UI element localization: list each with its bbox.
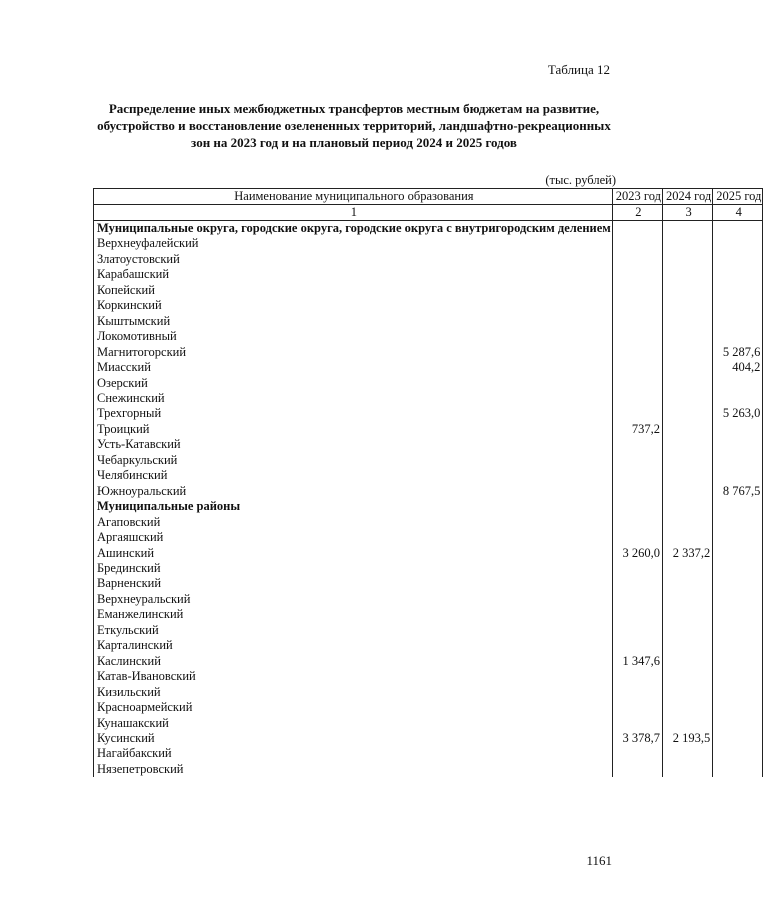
table-label: Таблица 12 (547, 62, 610, 77)
table-row (94, 669, 763, 684)
cell-value-2024 (663, 499, 713, 514)
cell-value-2023 (612, 716, 662, 731)
table-row (94, 623, 763, 638)
cell-municipality-name: Златоустовский (94, 252, 613, 267)
page-number: 1161 (586, 853, 612, 868)
column-number: 3 (663, 205, 713, 221)
cell-value-2023: 737,2 (612, 422, 662, 437)
cell-value-2023 (612, 685, 662, 700)
cell-value-2024 (663, 376, 713, 391)
cell-municipality-name: Карабашский (94, 267, 613, 282)
cell-value-2024 (663, 453, 713, 468)
document-title: Распределение иных межбюджетных трансфертов местным бюджетам на развитие, обустройство и восстановление озелененных территорий, ландшафтно-рекреационных зон на 2023 год и на плановый период 2024 и 2025 годов (97, 101, 611, 150)
cell-value-2023 (612, 530, 662, 545)
transfers-table (93, 188, 763, 777)
cell-value-2025 (713, 716, 763, 731)
units-note: (тыс. рублей) (545, 173, 616, 187)
header-2024: 2024 год (663, 189, 713, 205)
cell-municipality-name: Кусинский (94, 731, 613, 746)
table-row (94, 406, 763, 421)
cell-value-2024 (663, 329, 713, 344)
cell-value-2023 (612, 345, 662, 360)
cell-municipality-name: Ашинский (94, 546, 613, 561)
cell-municipality-name: Еткульский (94, 623, 613, 638)
cell-value-2025 (713, 515, 763, 530)
cell-value-2025 (713, 236, 763, 251)
cell-value-2025: 5 263,0 (713, 406, 763, 421)
cell-value-2023 (612, 329, 662, 344)
cell-value-2023 (612, 669, 662, 684)
table-row (94, 746, 763, 761)
cell-value-2024 (663, 669, 713, 684)
cell-value-2025: 5 287,6 (713, 345, 763, 360)
cell-value-2023: 3 260,0 (612, 546, 662, 561)
cell-municipality-name: Миасский (94, 360, 613, 375)
cell-value-2024 (663, 515, 713, 530)
table-body (94, 221, 763, 778)
cell-value-2024 (663, 391, 713, 406)
table-row (94, 561, 763, 576)
cell-value-2025 (713, 638, 763, 653)
cell-municipality-name: Агаповский (94, 515, 613, 530)
cell-municipality-name: Аргаяшский (94, 530, 613, 545)
cell-value-2023 (612, 499, 662, 514)
cell-value-2025 (713, 314, 763, 329)
cell-value-2024 (663, 252, 713, 267)
cell-value-2024 (663, 314, 713, 329)
table-row (94, 546, 763, 561)
cell-value-2023 (612, 236, 662, 251)
header-2023: 2023 год (612, 189, 662, 205)
table-row (94, 283, 763, 298)
cell-value-2024 (663, 221, 713, 237)
cell-value-2024 (663, 437, 713, 452)
cell-value-2024 (663, 484, 713, 499)
cell-value-2023 (612, 746, 662, 761)
cell-value-2025 (713, 762, 763, 777)
cell-municipality-name: Троицкий (94, 422, 613, 437)
table-row (94, 638, 763, 653)
cell-value-2025 (713, 731, 763, 746)
cell-value-2025 (713, 654, 763, 669)
cell-value-2023 (612, 561, 662, 576)
cell-municipality-name: Челябинский (94, 468, 613, 483)
table-row (94, 267, 763, 282)
cell-value-2025 (713, 592, 763, 607)
column-number: 4 (713, 205, 763, 221)
cell-value-2025 (713, 422, 763, 437)
cell-municipality-name: Муниципальные округа, городские округа, городские округа с внутригородским делением (94, 221, 613, 237)
cell-value-2024: 2 337,2 (663, 546, 713, 561)
cell-value-2024 (663, 685, 713, 700)
cell-municipality-name: Муниципальные районы (94, 499, 613, 514)
cell-value-2025 (713, 221, 763, 237)
table-section-row (94, 499, 763, 514)
cell-value-2025 (713, 623, 763, 638)
table-row (94, 716, 763, 731)
cell-value-2024 (663, 746, 713, 761)
cell-value-2025 (713, 468, 763, 483)
cell-municipality-name: Коркинский (94, 298, 613, 313)
cell-municipality-name: Верхнеуфалейский (94, 236, 613, 251)
table-row (94, 360, 763, 375)
cell-value-2023 (612, 453, 662, 468)
header-2025: 2025 год (713, 189, 763, 205)
cell-value-2023 (612, 360, 662, 375)
cell-value-2024 (663, 468, 713, 483)
cell-value-2025 (713, 437, 763, 452)
cell-municipality-name: Каслинский (94, 654, 613, 669)
table-row (94, 592, 763, 607)
table-row (94, 685, 763, 700)
cell-value-2024: 2 193,5 (663, 731, 713, 746)
cell-municipality-name: Брединский (94, 561, 613, 576)
cell-value-2024 (663, 406, 713, 421)
cell-value-2024 (663, 716, 713, 731)
cell-value-2024 (663, 592, 713, 607)
cell-municipality-name: Локомотивный (94, 329, 613, 344)
cell-value-2025 (713, 561, 763, 576)
cell-municipality-name: Чебаркульский (94, 453, 613, 468)
table-row (94, 654, 763, 669)
cell-municipality-name: Катав-Ивановский (94, 669, 613, 684)
table-section-row (94, 221, 763, 237)
table-row (94, 484, 763, 499)
cell-value-2024 (663, 623, 713, 638)
table-row (94, 731, 763, 746)
cell-value-2025: 404,2 (713, 360, 763, 375)
cell-value-2023 (612, 576, 662, 591)
cell-municipality-name: Снежинский (94, 391, 613, 406)
cell-value-2025 (713, 453, 763, 468)
cell-municipality-name: Магнитогорский (94, 345, 613, 360)
cell-value-2023 (612, 376, 662, 391)
table-row (94, 762, 763, 777)
cell-municipality-name: Карталинский (94, 638, 613, 653)
cell-value-2025 (713, 376, 763, 391)
cell-value-2025 (713, 746, 763, 761)
cell-value-2024 (663, 236, 713, 251)
cell-value-2023 (612, 484, 662, 499)
cell-value-2023 (612, 267, 662, 282)
cell-municipality-name: Озерский (94, 376, 613, 391)
cell-value-2023 (612, 314, 662, 329)
cell-value-2024 (663, 360, 713, 375)
table-header (94, 189, 763, 221)
cell-municipality-name: Красноармейский (94, 700, 613, 715)
cell-value-2025 (713, 530, 763, 545)
cell-value-2023 (612, 468, 662, 483)
table-row (94, 236, 763, 251)
cell-value-2025 (713, 576, 763, 591)
cell-value-2025 (713, 329, 763, 344)
cell-municipality-name: Нагайбакский (94, 746, 613, 761)
cell-municipality-name: Варненский (94, 576, 613, 591)
cell-value-2024 (663, 283, 713, 298)
column-number: 1 (94, 205, 613, 221)
cell-value-2023 (612, 283, 662, 298)
cell-value-2024 (663, 267, 713, 282)
cell-value-2025 (713, 267, 763, 282)
cell-value-2025 (713, 252, 763, 267)
table-row (94, 576, 763, 591)
cell-value-2023 (612, 252, 662, 267)
cell-value-2025: 8 767,5 (713, 484, 763, 499)
table-row (94, 252, 763, 267)
table-row (94, 298, 763, 313)
table-row (94, 376, 763, 391)
cell-value-2024 (663, 561, 713, 576)
cell-value-2024 (663, 298, 713, 313)
table-row (94, 607, 763, 622)
cell-value-2023 (612, 700, 662, 715)
cell-value-2025 (713, 298, 763, 313)
cell-municipality-name: Нязепетровский (94, 762, 613, 777)
table-row (94, 437, 763, 452)
table-row (94, 530, 763, 545)
column-number-row (94, 205, 763, 221)
cell-value-2025 (713, 391, 763, 406)
cell-value-2025 (713, 700, 763, 715)
cell-value-2024 (663, 700, 713, 715)
table-row (94, 422, 763, 437)
cell-value-2023: 1 347,6 (612, 654, 662, 669)
column-number: 2 (612, 205, 662, 221)
cell-municipality-name: Верхнеуральский (94, 592, 613, 607)
table-row (94, 391, 763, 406)
cell-municipality-name: Кунашакский (94, 716, 613, 731)
cell-value-2023: 3 378,7 (612, 731, 662, 746)
cell-value-2023 (612, 515, 662, 530)
cell-value-2024 (663, 422, 713, 437)
cell-value-2025 (713, 546, 763, 561)
cell-value-2023 (612, 607, 662, 622)
table-row (94, 453, 763, 468)
cell-value-2024 (663, 762, 713, 777)
cell-value-2023 (612, 391, 662, 406)
cell-municipality-name: Южноуральский (94, 484, 613, 499)
cell-value-2023 (612, 437, 662, 452)
cell-value-2023 (612, 406, 662, 421)
header-name: Наименование муниципального образования (94, 189, 613, 205)
cell-value-2025 (713, 669, 763, 684)
cell-value-2025 (713, 685, 763, 700)
cell-value-2024 (663, 576, 713, 591)
cell-value-2024 (663, 654, 713, 669)
cell-value-2023 (612, 298, 662, 313)
cell-municipality-name: Еманжелинский (94, 607, 613, 622)
cell-value-2024 (663, 530, 713, 545)
cell-municipality-name: Усть-Катавский (94, 437, 613, 452)
cell-value-2024 (663, 607, 713, 622)
table-row (94, 345, 763, 360)
cell-value-2023 (612, 592, 662, 607)
cell-value-2023 (612, 623, 662, 638)
cell-municipality-name: Кыштымский (94, 314, 613, 329)
table-row (94, 515, 763, 530)
cell-value-2025 (713, 499, 763, 514)
cell-value-2025 (713, 607, 763, 622)
cell-value-2023 (612, 762, 662, 777)
cell-municipality-name: Копейский (94, 283, 613, 298)
table-row (94, 329, 763, 344)
table-row (94, 314, 763, 329)
cell-municipality-name: Кизильский (94, 685, 613, 700)
header-row (94, 189, 763, 205)
table-row (94, 468, 763, 483)
table-row (94, 700, 763, 715)
cell-value-2024 (663, 638, 713, 653)
cell-value-2023 (612, 638, 662, 653)
cell-value-2025 (713, 283, 763, 298)
cell-value-2024 (663, 345, 713, 360)
cell-municipality-name: Трехгорный (94, 406, 613, 421)
cell-value-2023 (612, 221, 662, 237)
